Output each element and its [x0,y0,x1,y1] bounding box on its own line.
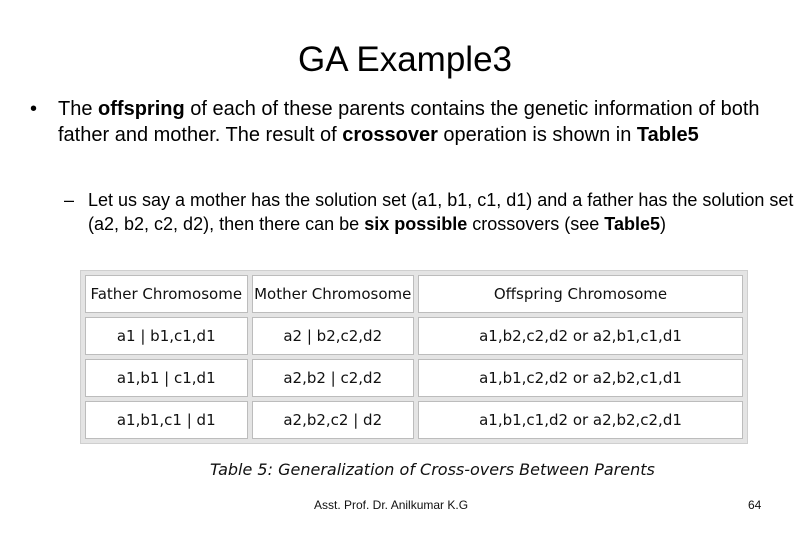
table-row [85,359,743,397]
bullet-text-part: The [58,98,99,120]
table-caption [210,460,655,479]
table-row [85,317,743,355]
sub-bullet-marker: – [64,190,75,210]
crossover-table-image [80,270,748,444]
header-mother: Mother Chromosome [252,275,415,313]
header-offspring: Offspring Chromosome [418,275,743,313]
sub-bullet-text [88,188,800,254]
sub-bold-table-ref: Table5 [604,214,660,234]
sub-bold-six-possible: six possible [364,214,468,234]
bullet-marker: • [30,98,38,120]
bullet-bold-offspring: offspring [98,98,185,120]
sub-text-part: ) [659,214,666,234]
bullet-bold-table-ref: Table5 [636,124,699,146]
table-row [85,401,743,439]
offspring-cell: a1,b1,c1,d2 or a2,b2,c2,d1 [418,401,743,439]
father-cell: a1,b1 | c1,d1 [85,359,248,397]
bullet-bold-crossover: crossover [342,124,438,146]
table-header-row [85,275,743,313]
offspring-cell: a1,b2,c2,d2 or a2,b1,c1,d1 [418,317,743,355]
offspring-cell: a1,b1,c2,d2 or a2,b2,c1,d1 [418,359,743,397]
mother-cell: a2,b2 | c2,d2 [252,359,415,397]
slide-title: GA Example3 [298,40,512,79]
page-number: 64 [748,498,762,512]
caption-text: Generalization of Cross-overs Between Parents [273,460,655,479]
mother-cell: a2 | b2,c2,d2 [252,317,415,355]
main-bullet-text [58,96,778,148]
caption-label: Table 5: [210,460,273,479]
bullet-text-part: operation is shown in [437,124,637,146]
father-cell: a1 | b1,c1,d1 [85,317,248,355]
bullet-text-part: of each of these parents contains the genetic information of both father and mother. The result of [58,98,760,146]
header-father: Father Chromosome [85,275,248,313]
crossover-table [81,271,747,443]
father-cell: a1,b1,c1 | d1 [85,401,248,439]
mother-cell: a2,b2,c2 | d2 [252,401,415,439]
sub-text-part: Let us say a mother has the solution set (a1, b1, c1, d1) and a father has the solution set (a2, b2, c2, d2), then there can be [88,190,794,234]
sub-text-part: crossovers (see [467,214,605,234]
footer-author: Asst. Prof. Dr. Anilkumar K.G [314,498,469,512]
